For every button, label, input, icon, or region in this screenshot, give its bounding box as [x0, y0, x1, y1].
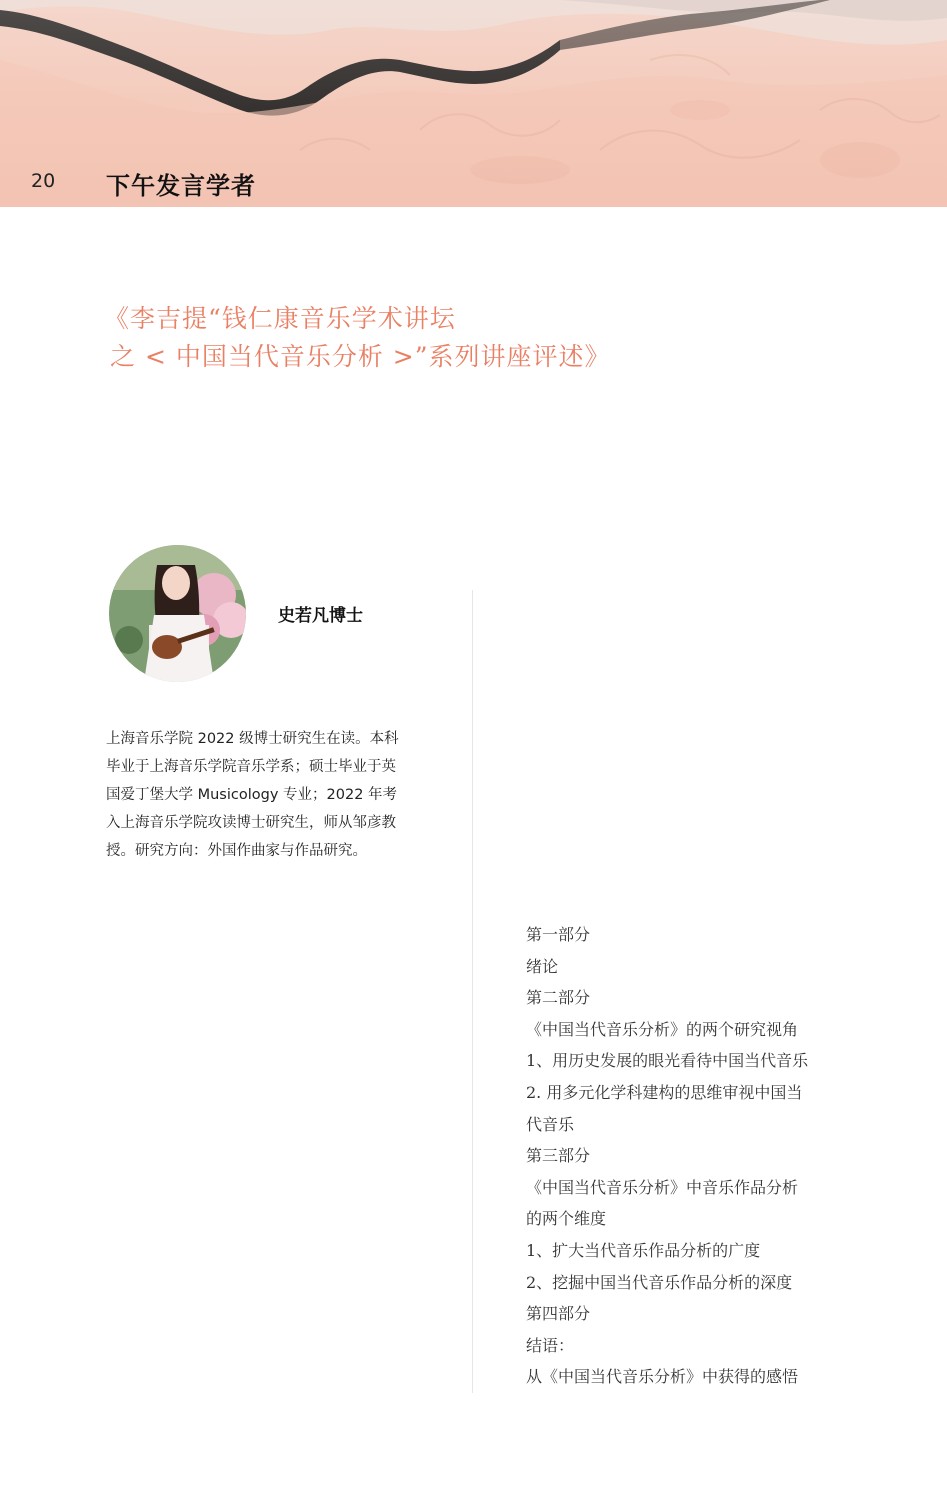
outline-line: 结语： [526, 1335, 575, 1355]
bio-line: 上海音乐学院 2022 级博士研究生在读。本科 [106, 731, 399, 747]
outline-line: 《中国当代音乐分析》的两个研究视角 [526, 1019, 799, 1039]
talk-title-line: 之 < 中国当代音乐分析 >”系列讲座评述》 [110, 342, 611, 371]
speaker-avatar [109, 545, 246, 682]
bio-line: 入上海音乐学院攻读博士研究生，师从邹彦教 [106, 815, 396, 831]
outline-line: 《中国当代音乐分析》中音乐作品分析 [526, 1177, 799, 1197]
outline-line: 第三部分 [526, 1146, 591, 1166]
outline-line: 2、挖掘中国当代音乐作品分析的深度 [526, 1272, 793, 1292]
outline-line: 1、扩大当代音乐作品分析的广度 [526, 1240, 761, 1260]
outline-line: 代音乐 [526, 1114, 575, 1134]
talk-outline [526, 919, 856, 1393]
talk-title [104, 300, 611, 376]
outline-line: 第二部分 [526, 988, 591, 1008]
page-number: 20 [31, 170, 56, 192]
outline-line: 1、用历史发展的眼光看待中国当代音乐 [526, 1051, 809, 1071]
bio-line: 毕业于上海音乐学院音乐学系；硕士毕业于英 [106, 759, 396, 775]
bio-line: 国爱丁堡大学 Musicology 专业；2022 年考 [106, 787, 398, 803]
speaker-name: 史若凡博士 [278, 606, 363, 626]
section-title: 下午发言学者 [106, 172, 256, 200]
speaker-bio [106, 725, 426, 865]
speaker-photo [109, 545, 246, 682]
talk-title-line: 《李吉提“钱仁康音乐学术讲坛 [104, 304, 456, 333]
bio-line: 授。研究方向：外国作曲家与作品研究。 [106, 843, 367, 859]
outline-line: 第一部分 [526, 925, 591, 944]
outline-line: 绪论 [526, 956, 559, 976]
outline-line: 第四部分 [526, 1304, 591, 1324]
outline-line: 2. 用多元化学科建构的思维审视中国当 [526, 1082, 803, 1102]
outline-line: 从《中国当代音乐分析》中获得的感悟 [526, 1367, 799, 1387]
outline-line: 的两个维度 [526, 1209, 607, 1229]
column-divider [472, 590, 473, 1393]
